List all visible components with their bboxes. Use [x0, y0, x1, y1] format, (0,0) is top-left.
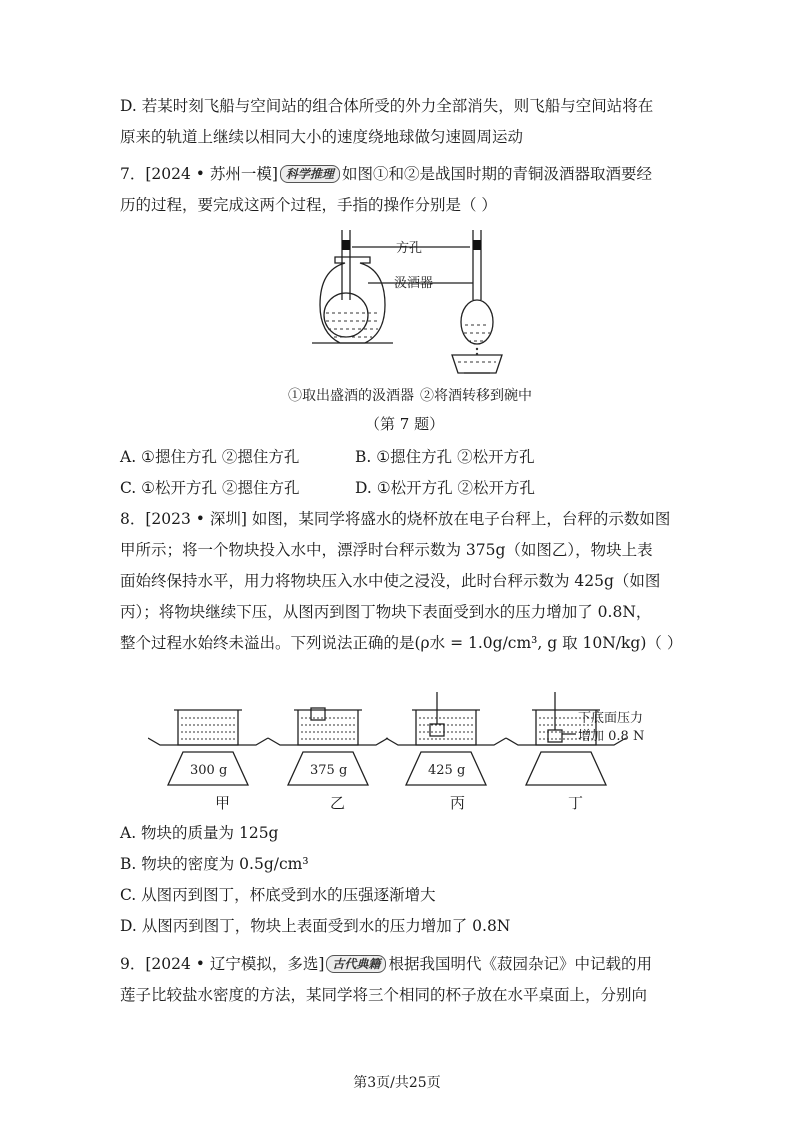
q8-stem-line1 [120, 508, 670, 530]
q7-stem-text1: 如图①和②是战国时期的青铜汲酒器取酒要经 [341, 165, 652, 183]
q8-option-c[interactable]: C. 从图丙到图丁，杯底受到水的压强逐渐增大 [120, 886, 436, 904]
q8-scale-reading-3: 425 g [428, 763, 466, 778]
q8-stem-line4: 丙）；将物块继续下压，从图丙到图丁物块下表面受到水的压力增加了 0.8N， [120, 603, 652, 621]
q7-label-hole: 方孔 [396, 241, 423, 256]
q8-label-bing: 丙 [450, 794, 466, 812]
q9-stem-line1 [120, 953, 652, 975]
q8-scale-reading-2: 375 g [310, 763, 348, 778]
q9-stem-line2: 莲子比较盐水密度的方法，某同学将三个相同的杯子放在水平桌面上，分别向 [120, 986, 648, 1004]
q6-option-d-line2: 原来的轨道上继续以相同大小的速度绕地球做匀速圆周运动 [120, 128, 524, 146]
q9-tag-badge: 古代典籍 [326, 955, 386, 973]
q9-number: 9． [120, 955, 146, 973]
q9-source: [2024 • 辽宁模拟，多选] [145, 955, 325, 973]
q8-stem-text1: [2023 • 深圳] 如图，某同学将盛水的烧杯放在电子台秤上，台秤的示数如图 [145, 510, 671, 528]
q7-option-c[interactable]: C. ①松开方孔 ②摁住方孔 [120, 479, 300, 497]
q7-tag-badge: 科学推理 [280, 165, 340, 183]
q8-note-line2: 增加 0.8 N [578, 729, 645, 744]
q7-caption-2: ②将酒转移到碗中 [420, 388, 532, 404]
q7-option-a[interactable]: A. ①摁住方孔 ②摁住方孔 [120, 448, 300, 466]
q8-number: 8． [120, 510, 146, 528]
q8-figure [148, 690, 678, 790]
q8-stem-line3: 面始终保持水平，用力将物块压入水中使之浸没，此时台秤示数为 425g（如图 [120, 572, 661, 590]
q7-option-b[interactable]: B. ①摁住方孔 ②松开方孔 [355, 448, 535, 466]
q7-option-d[interactable]: D. ①松开方孔 ②松开方孔 [355, 479, 536, 497]
q8-option-d[interactable]: D. 从图丙到图丁，物块上表面受到水的压力增加了 0.8N [120, 917, 511, 935]
q7-caption-1: ①取出盛酒的汲酒器 [288, 388, 414, 404]
q8-label-yi: 乙 [330, 794, 346, 812]
q8-stem-line5: 整个过程水始终未溢出。下列说法正确的是(ρ水 = 1.0g/cm³, g 取 10N/kg)（ ） [120, 634, 683, 652]
q7-hole-left [342, 240, 350, 250]
q8-label-ding: 丁 [568, 794, 584, 812]
q7-bowl [452, 355, 502, 373]
q8-note-line1: 下底面压力 [578, 711, 644, 726]
q8-label-jia: 甲 [215, 794, 231, 812]
q7-dipper-bulb-right [461, 300, 493, 344]
q7-number: 7． [120, 165, 146, 183]
q8-option-a[interactable]: A. 物块的质量为 125g [120, 824, 279, 842]
q7-stem-line2: 历的过程，要完成这两个过程，手指的操作分别是（ ） [120, 196, 497, 214]
q7-stem-line1 [120, 163, 652, 185]
q8-stem-line2: 甲所示；将一个物块投入水中，漂浮时台秤示数为 375g（如图乙），物块上表 [120, 541, 653, 559]
q8-scale-reading-1: 300 g [190, 763, 228, 778]
q7-dipper-bulb-left [324, 293, 368, 337]
q7-label-device: 汲酒器 [394, 276, 434, 291]
q7-source: [2024 • 苏州一模] [145, 165, 278, 183]
q6-option-d-line1: D. 若某时刻飞船与空间站的组合体所受的外力全部消失，则飞船与空间站将在 [120, 97, 654, 115]
q7-figure [290, 225, 550, 385]
page-footer: 第3页/共25页 [353, 1075, 441, 1091]
q8-option-b[interactable]: B. 物块的密度为 0.5g/cm³ [120, 855, 309, 873]
q7-hole-right [473, 240, 481, 250]
q7-figure-title: （第 7 题） [365, 415, 445, 433]
q9-stem-text1: 根据我国明代《菽园杂记》中记载的用 [388, 955, 652, 973]
